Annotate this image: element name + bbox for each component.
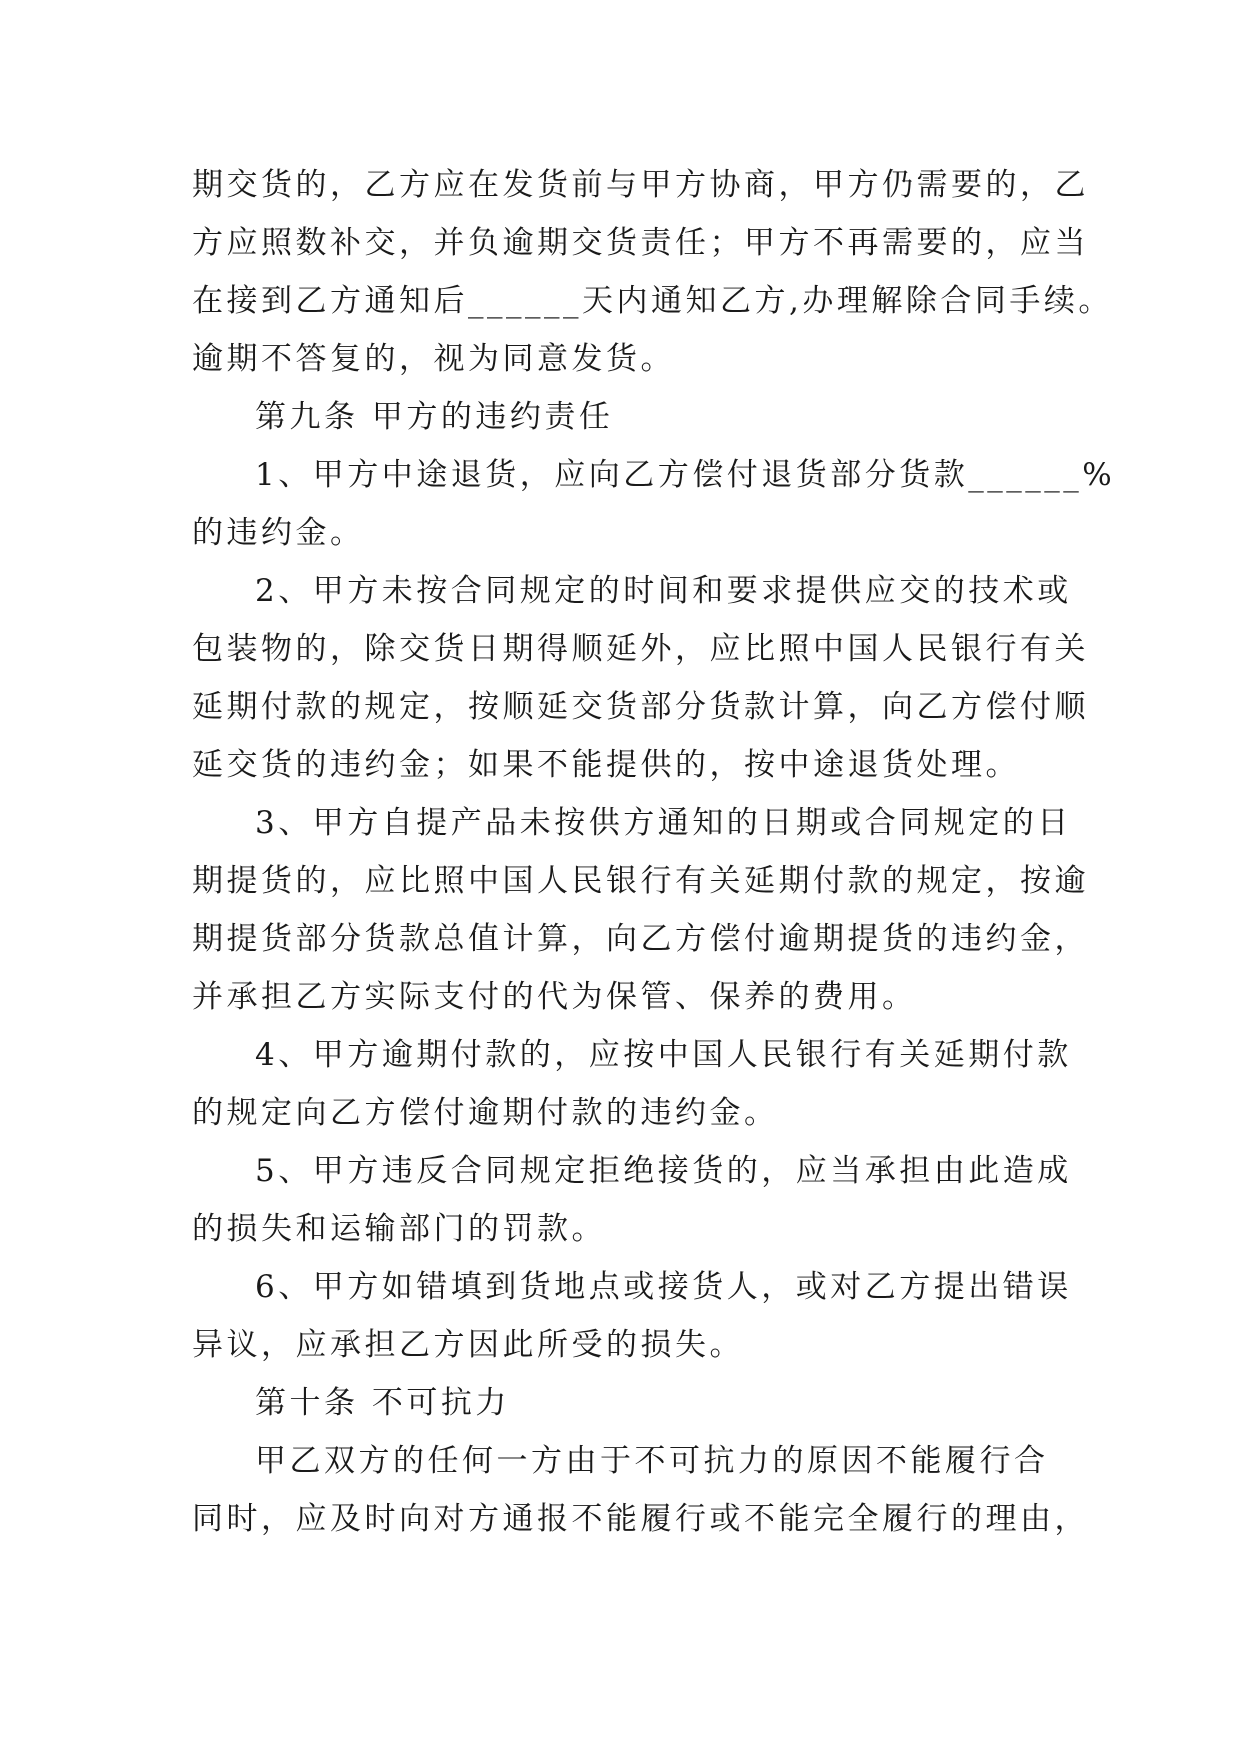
clause-line: 6、甲方如错填到货地点或接货人，或对乙方提出错误 bbox=[255, 1269, 1072, 1305]
text-line: 方应照数补交，并负逾期交货责任；甲方不再需要的，应当 bbox=[192, 225, 1089, 261]
text-line: 期交货的，乙方应在发货前与甲方协商，甲方仍需要的，乙 bbox=[192, 167, 1089, 203]
clause-line: 甲乙双方的任何一方由于不可抗力的原因不能履行合 bbox=[255, 1443, 1049, 1479]
article-10-heading: 第十条 不可抗力 bbox=[255, 1385, 510, 1421]
clause-line: 5、甲方违反合同规定拒绝接货的，应当承担由此造成 bbox=[255, 1153, 1072, 1189]
clause-line: 并承担乙方实际支付的代为保管、保养的费用。 bbox=[192, 979, 917, 1015]
clause-line: 4、甲方逾期付款的，应按中国人民银行有关延期付款 bbox=[255, 1037, 1072, 1073]
text-line: 逾期不答复的，视为同意发货。 bbox=[192, 341, 675, 377]
text-line: 在接到乙方通知后______天内通知乙方,办理解除合同手续。 bbox=[192, 283, 1113, 319]
article-9-heading: 第九条 甲方的违约责任 bbox=[255, 399, 614, 435]
clause-line: 的违约金。 bbox=[192, 515, 365, 551]
clause-line: 延交货的违约金；如果不能提供的，按中途退货处理。 bbox=[192, 747, 1020, 783]
clause-line: 3、甲方自提产品未按供方通知的日期或合同规定的日 bbox=[255, 805, 1072, 841]
clause-line: 异议，应承担乙方因此所受的损失。 bbox=[192, 1327, 744, 1363]
clause-line: 的损失和运输部门的罚款。 bbox=[192, 1211, 606, 1247]
clause-line: 期提货部分货款总值计算，向乙方偿付逾期提货的违约金， bbox=[192, 921, 1089, 957]
clause-line: 同时，应及时向对方通报不能履行或不能完全履行的理由， bbox=[192, 1501, 1089, 1537]
clause-line: 1、甲方中途退货，应向乙方偿付退货部分货款______% bbox=[255, 457, 1116, 493]
clause-line: 期提货的，应比照中国人民银行有关延期付款的规定，按逾 bbox=[192, 863, 1089, 899]
clause-line: 包装物的，除交货日期得顺延外，应比照中国人民银行有关 bbox=[192, 631, 1089, 667]
clause-line: 2、甲方未按合同规定的时间和要求提供应交的技术或 bbox=[255, 573, 1072, 609]
clause-line: 的规定向乙方偿付逾期付款的违约金。 bbox=[192, 1095, 779, 1131]
clause-line: 延期付款的规定，按顺延交货部分货款计算，向乙方偿付顺 bbox=[192, 689, 1089, 725]
